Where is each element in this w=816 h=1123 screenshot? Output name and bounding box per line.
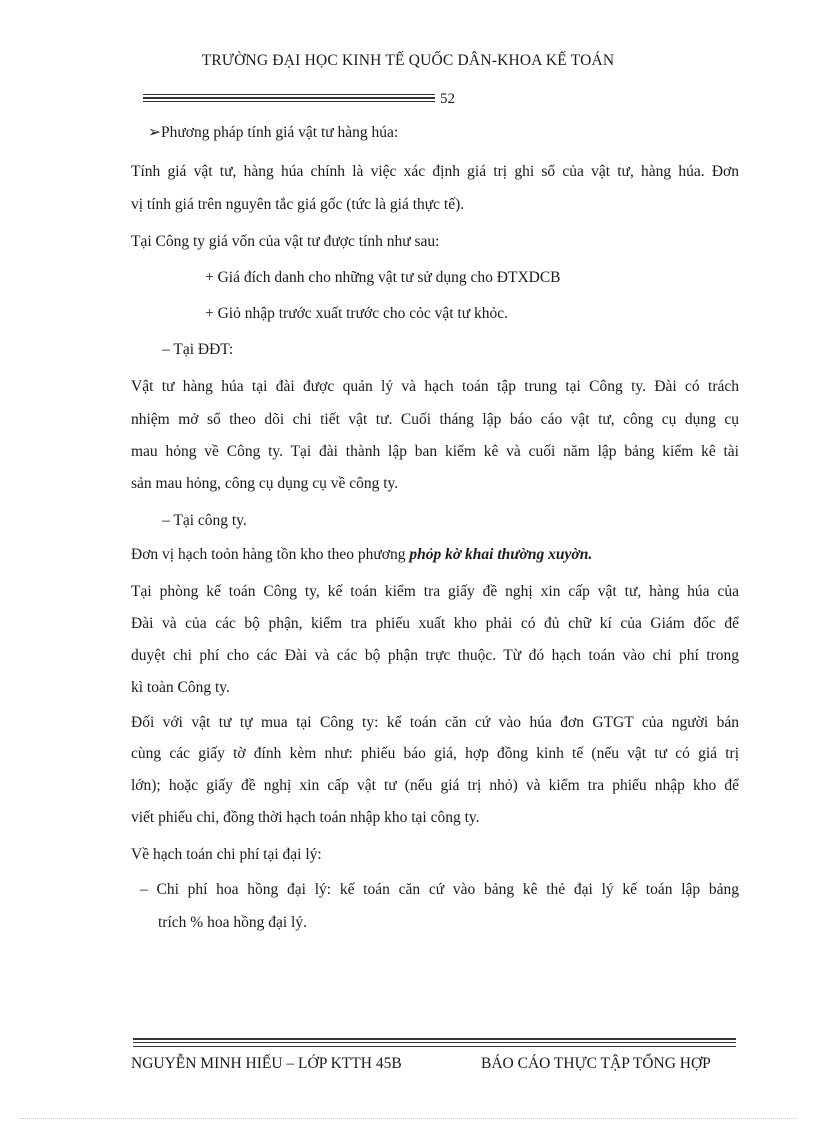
paragraph-line: mau hỏng về Công ty. Tại đài thành lập ban kiểm kê và cuối năm lập bảng kiểm kê tài [131, 443, 739, 460]
paragraph-line: nhiệm mở sổ theo dõi chi tiết vật tư. Cuối tháng lập báo cáo vật tư, công cụ dụng cụ [131, 411, 739, 428]
document-header-title: TRƯỜNG ĐẠI HỌC KINH TẾ QUỐC DÂN-KHOA KẾ TOÁN [201, 52, 615, 69]
emphasis-text: phỏp kờ khai thường xuyờn. [409, 546, 593, 563]
paragraph-line: Về hạch toán chi phí tại đại lý: [131, 846, 322, 863]
paragraph-line: Đối với vật tư tự mua tại Công ty: kế toán căn cứ vào húa đơn GTGT của người bán [131, 714, 739, 731]
paragraph-line: kì toàn Công ty. [131, 679, 230, 696]
header-rule [143, 94, 435, 103]
paragraph-line: trích % hoa hồng đại lý. [158, 914, 307, 931]
list-item: + Giỏ nhập trước xuất trước cho cỏc vật tư khỏc. [205, 305, 508, 322]
subheading: – Tại ĐĐT: [162, 341, 234, 358]
paragraph-line [131, 545, 592, 565]
paragraph-line: Vật tư hàng húa tại đài được quản lý và hạch toán tập trung tại Công ty. Đài có trách [131, 378, 739, 395]
footer-rule [133, 1038, 736, 1050]
footer-report-title: BÁO CÁO THỰC TẬP TỔNG HỢP [481, 1055, 711, 1072]
paragraph-line: Tại phòng kế toán Công ty, kế toán kiểm tra giấy đề nghị xin cấp vật tư, hàng húa của [131, 583, 739, 600]
paragraph-line: cùng các giấy tờ đính kèm như: phiếu báo giá, hợp đồng kinh tế (nếu vật tư có giá trị [131, 745, 739, 762]
paragraph-text: Đơn vị hạch toỏn hàng tồn kho theo phương [131, 546, 410, 563]
section-heading: ➢Phương pháp tính giá vật tư hàng húa: [148, 124, 399, 141]
paragraph-line: lớn); hoặc giấy đề nghị xin cấp vật tư (nếu giá trị nhỏ) và kiểm tra phiếu nhập kho để [131, 777, 739, 794]
paragraph-line: Tính giá vật tư, hàng húa chính là việc xác định giá trị ghi sổ của vật tư, hàng húa. Đơn [131, 163, 739, 180]
paragraph-line: Tại Công ty giá vốn của vật tư được tính như sau: [131, 233, 440, 250]
paragraph-line: sản mau hỏng, công cụ dụng cụ về công ty. [131, 475, 399, 492]
page-edge-divider [20, 1118, 796, 1119]
paragraph-line: vị tính giá trên nguyên tắc giá gốc (tức là giá thực tế). [131, 196, 465, 213]
page-number: 52 [440, 91, 455, 107]
list-item: – Chi phí hoa hồng đại lý: kế toán căn cứ vào bảng kê thẻ đại lý kế toán lập bảng [140, 881, 739, 898]
list-item: + Giá đích danh cho những vật tư sử dụng cho ĐTXDCB [205, 269, 561, 286]
paragraph-line: duyệt chi phí cho các Đài và các bộ phận trực thuộc. Từ đó hạch toán vào chi phí trong [131, 647, 739, 664]
paragraph-line: Đài và của các bộ phận, kiểm tra phiếu xuất kho phải có đủ chữ kí của Giám đốc để [131, 615, 739, 632]
footer-author: NGUYỄN MINH HIẾU – LỚP KTTH 45B [131, 1055, 402, 1072]
subheading: – Tại công ty. [162, 512, 247, 529]
paragraph-line: viết phiếu chi, đồng thời hạch toán nhập kho tại công ty. [131, 809, 480, 826]
